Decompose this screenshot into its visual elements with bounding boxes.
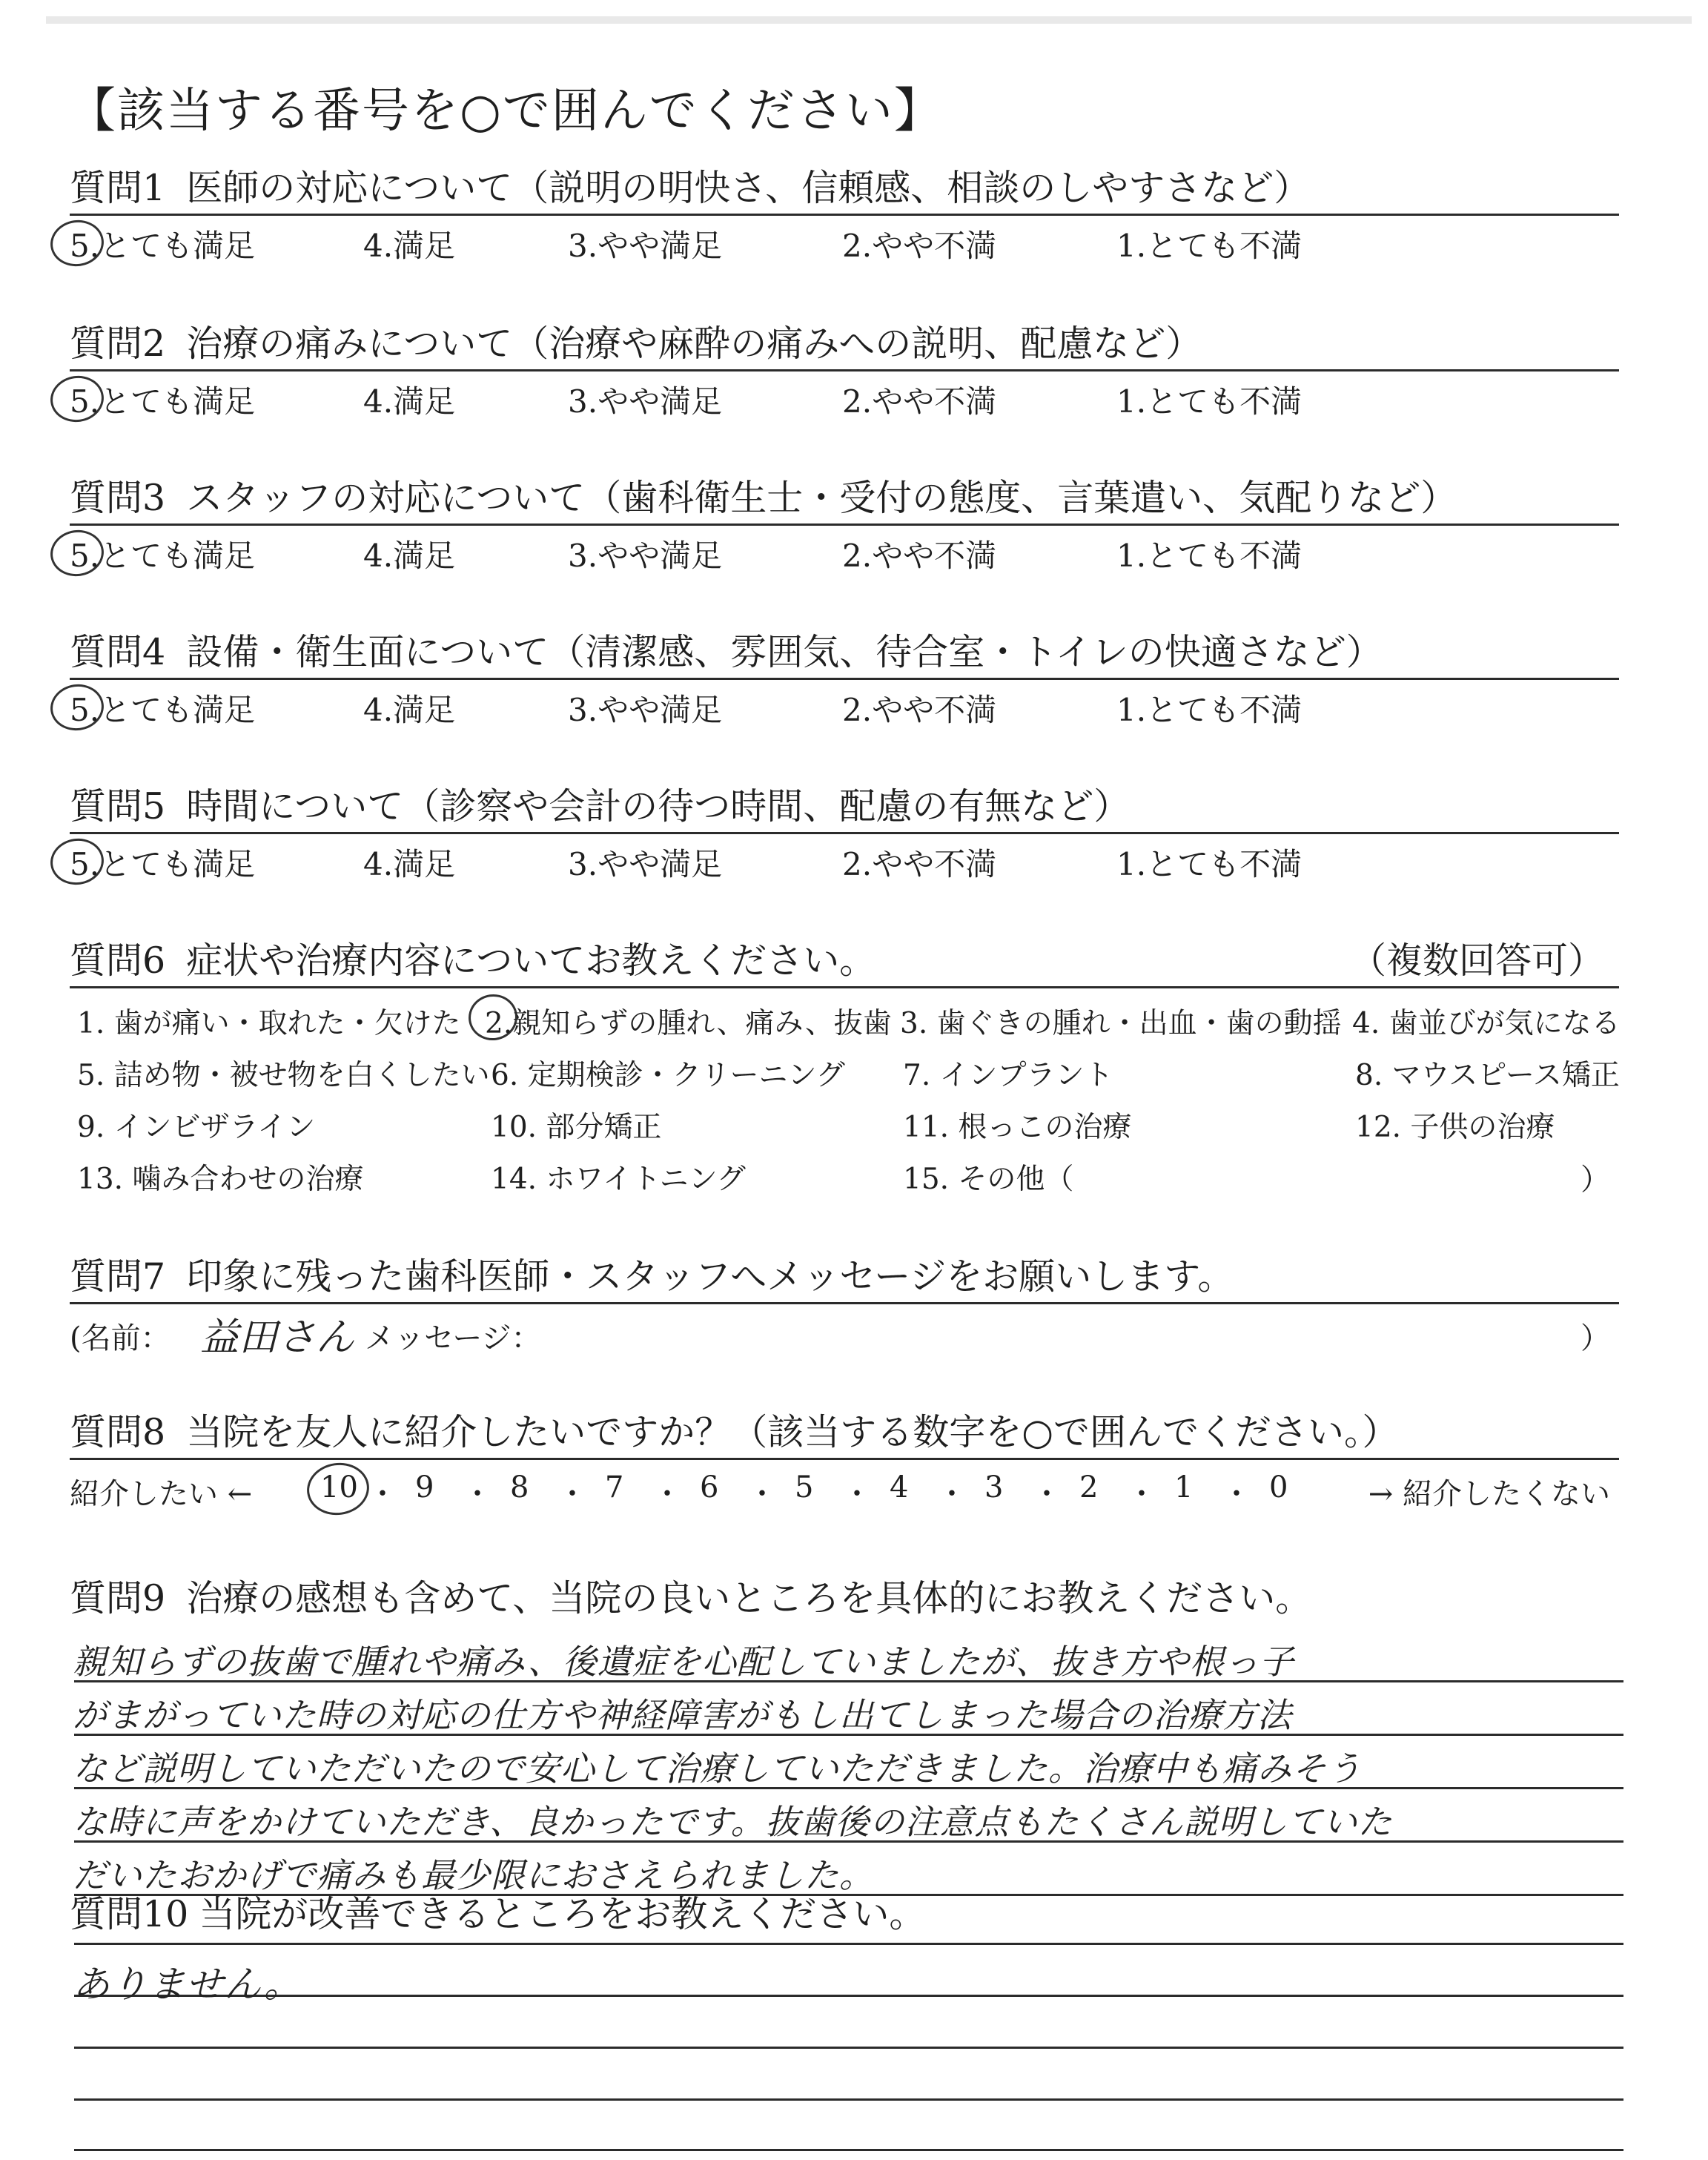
scale-value-9[interactable]: 9 [415,1470,434,1505]
question-text: 症状や治療内容についてお教えください。 [186,939,876,982]
option-1[interactable]: 1.とても不満 [1116,846,1302,882]
symptom-option[interactable]: 5. 詰め物・被せ物を白くしたい [77,1059,490,1092]
handwritten-answer-line: がまがっていた時の対応の仕方や神経障害がもし出てしまった場合の治療方法 [73,1695,1292,1735]
scale-value-0[interactable]: 0 [1269,1470,1288,1505]
handwritten-answer-line: な時に声をかけていただき、良かったです。抜歯後の注意点もたくさん説明していた [73,1802,1393,1842]
question-number: 質問1 [70,167,166,209]
question-text: スタッフの対応について（歯科衛生士・受付の態度、言葉遣い、気配りなど） [186,477,1457,519]
symptom-option[interactable]: 1. 歯が痛い・取れた・欠けた [77,1007,461,1040]
scale-separator-dot: ・ [557,1477,587,1511]
symptom-option[interactable]: 4. 歯並びが気になる [1352,1007,1621,1040]
option-4[interactable]: 4.満足 [363,692,456,728]
scale-value-2[interactable]: 2 [1079,1470,1099,1505]
question-number: 質問5 [70,785,166,828]
option-4[interactable]: 4.満足 [363,846,456,882]
rating-options [70,526,1619,572]
scale-value-5[interactable]: 5 [795,1470,814,1505]
scale-value-8[interactable]: 8 [510,1470,529,1505]
scale-left-label: 紹介したい ← [70,1477,253,1511]
handwritten-answer-line: だいたおかげで痛みも最少限におさえられました。 [73,1855,874,1895]
message-label: メッセージ： [365,1321,541,1355]
question-text: 設備・衛生面について（清潔感、雰囲気、待合室・トイレの快適さなど） [186,631,1383,673]
scale-separator-dot: ・ [652,1477,682,1511]
question-3 [70,475,1619,572]
option-1[interactable]: 1.とても不満 [1116,538,1302,574]
question-number: 質問10 [70,1893,189,1935]
writing-line [74,1995,1623,1997]
symptom-option[interactable]: 3. 歯ぐきの腫れ・出血・歯の動揺 [900,1007,1342,1040]
name-label: (名前： [70,1321,171,1355]
scale-separator-dot: ・ [1032,1477,1062,1511]
question-number: 質問3 [70,477,166,519]
option-4[interactable]: 4.満足 [363,228,456,264]
name-value: 益田さん [200,1315,355,1360]
symptom-option[interactable]: 13. 噛み合わせの治療 [77,1163,364,1196]
question-text: 時間について（診察や会計の待つ時間、配慮の有無など） [186,785,1131,828]
option-5[interactable]: 5.とても満足 [70,692,256,728]
option-5[interactable]: 5.とても満足 [70,846,256,882]
option-3[interactable]: 3.やや満足 [568,692,723,728]
scale-numbers [320,1470,1358,1511]
writing-line [74,1943,1623,1945]
symptom-option[interactable]: 11. 根っこの治療 [903,1111,1132,1144]
question-number: 質問8 [70,1411,166,1453]
option-2[interactable]: 2.やや不満 [842,538,997,574]
question-2 [70,320,1619,420]
rating-options [70,371,1619,420]
symptom-option[interactable]: 15. その他（ [903,1163,1074,1196]
symptom-option[interactable]: 12. 子供の治療 [1355,1111,1555,1144]
question-number: 質問2 [70,323,166,365]
option-1[interactable]: 1.とても不満 [1116,692,1302,728]
option-3[interactable]: 3.やや満足 [568,538,723,574]
option-4[interactable]: 4.満足 [363,383,456,420]
writing-line [74,2047,1623,2049]
option-4[interactable]: 4.満足 [363,538,456,574]
symptom-option[interactable]: 2.親知らずの腫れ、痛み、抜歯 [485,1007,892,1040]
option-5[interactable]: 5.とても満足 [70,228,256,264]
question-10 [70,1891,1619,1938]
scale-value-7[interactable]: 7 [605,1470,624,1505]
handwritten-answer-line: など説明していただいたので安心して治療していただきました。治療中も痛みそう [73,1748,1362,1789]
question-text: 当院が改善できるところをお教えください。 [199,1893,926,1935]
option-1[interactable]: 1.とても不満 [1116,383,1302,420]
question-text: 当院を友人に紹介したいですか？（該当する数字を○で囲んでください。） [186,1411,1399,1453]
question-number: 質問7 [70,1255,166,1298]
scale-value-10[interactable]: 10 [320,1470,358,1505]
scale-value-1[interactable]: 1 [1174,1470,1194,1505]
other-close-paren: ） [1580,1163,1610,1197]
question-number: 質問9 [70,1577,166,1619]
handwritten-answer: ありません。 [73,1963,302,2006]
question-number: 質問4 [70,631,166,673]
symptom-option[interactable]: 7. インプラント [903,1059,1113,1092]
scale-separator-dot: ・ [463,1477,492,1511]
scale-value-4[interactable]: 4 [890,1470,909,1505]
question-text: 治療の痛みについて（治療や麻酔の痛みへの説明、配慮など） [186,323,1202,365]
symptom-options [70,988,1619,1203]
option-2[interactable]: 2.やや不満 [842,846,997,882]
option-2[interactable]: 2.やや不満 [842,383,997,420]
rating-options [70,834,1619,880]
scan-top-edge [46,16,1692,24]
option-2[interactable]: 2.やや不満 [842,228,997,264]
question-8 [70,1409,1619,1515]
option-5[interactable]: 5.とても満足 [70,383,256,420]
scale-separator-dot: ・ [842,1477,872,1511]
rating-options [70,216,1619,262]
writing-line [74,2098,1623,2101]
multiple-answer-note: （複数回答可） [1349,939,1604,982]
question-5 [70,783,1619,880]
message-close-paren: ） [1580,1321,1610,1355]
question-number: 質問6 [70,939,166,982]
writing-line [74,2149,1623,2151]
question-1 [70,165,1619,262]
option-2[interactable]: 2.やや不満 [842,692,997,728]
symptom-option[interactable]: 8. マウスピース矯正 [1355,1059,1620,1092]
scale-separator-dot: ・ [1222,1477,1251,1511]
rating-options [70,680,1619,726]
option-3[interactable]: 3.やや満足 [568,228,723,264]
scale-separator-dot: ・ [368,1477,397,1511]
scale-value-3[interactable]: 3 [984,1470,1004,1505]
option-5[interactable]: 5.とても満足 [70,538,256,574]
symptom-option[interactable]: 9. インビザライン [77,1111,316,1144]
handwritten-answer-line: 親知らずの抜歯で腫れや痛み、後遺症を心配していましたが、抜き方や根っ子 [73,1642,1294,1682]
question-6 [70,937,1619,1203]
symptom-option[interactable]: 6. 定期検診・クリーニング [491,1059,845,1092]
form-heading: 【該当する番号を○で囲んでください】 [68,84,943,139]
scale-separator-dot: ・ [1127,1477,1156,1511]
symptom-option[interactable]: 14. ホワイトニング [491,1163,746,1196]
question-text: 医師の対応について（説明の明快さ、信頼感、相談のしやすさなど） [186,167,1311,209]
recommend-scale [70,1460,1619,1515]
option-3[interactable]: 3.やや満足 [568,383,723,420]
option-3[interactable]: 3.やや満足 [568,846,723,882]
scale-value-6[interactable]: 6 [700,1470,719,1505]
question-text: 治療の感想も含めて、当院の良いところを具体的にお教えください。 [186,1577,1312,1619]
question-9 [70,1575,1619,1622]
scale-right-label: → 紹介したくない [1368,1477,1610,1511]
message-field[interactable] [70,1304,1619,1360]
question-4 [70,629,1619,726]
scale-separator-dot: ・ [747,1477,777,1511]
question-text: 印象に残った歯科医師・スタッフへメッセージをお願いします。 [186,1255,1234,1298]
symptom-option[interactable]: 10. 部分矯正 [491,1111,662,1144]
question-7 [70,1253,1619,1360]
option-1[interactable]: 1.とても不満 [1116,228,1302,264]
scale-separator-dot: ・ [937,1477,967,1511]
